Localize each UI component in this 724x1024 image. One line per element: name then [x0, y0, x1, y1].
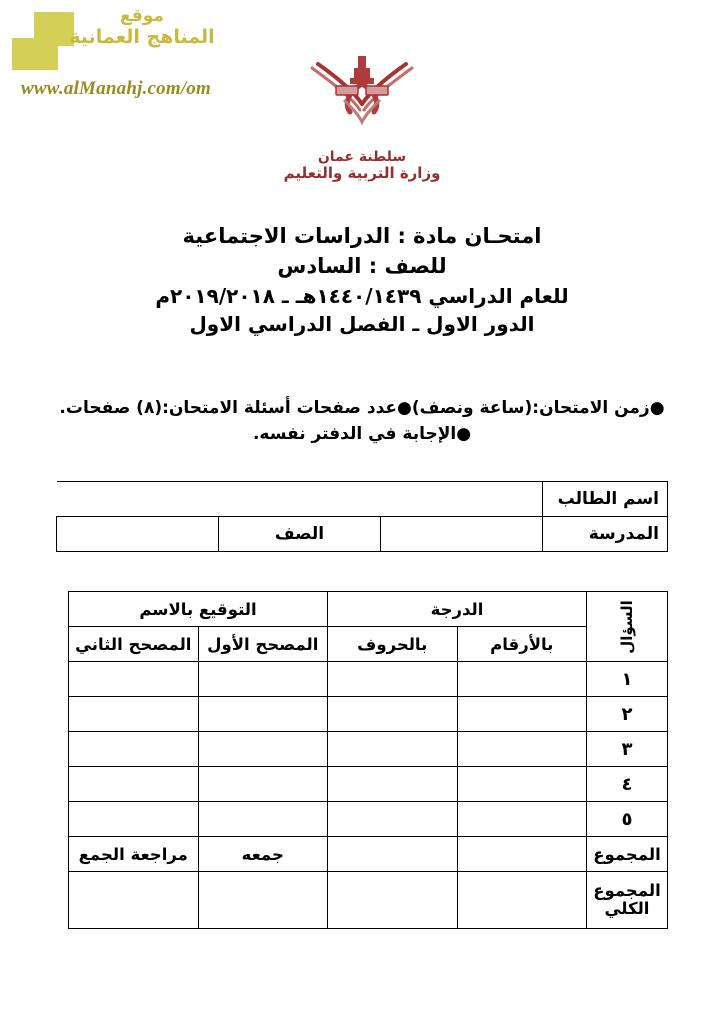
grade-in-numbers-header: بالأرقام: [457, 627, 587, 662]
total-letters-cell[interactable]: [328, 837, 458, 872]
grand-total-letters-cell[interactable]: [328, 872, 458, 929]
exam-grade-level: للصف : السادس: [277, 253, 447, 278]
question-column-header: السؤال: [587, 592, 668, 662]
first-marker-cell[interactable]: [198, 802, 328, 837]
second-marker-cell[interactable]: [69, 662, 199, 697]
first-marker-cell[interactable]: [198, 732, 328, 767]
brand-url[interactable]: www.alManahj.com/om: [21, 78, 211, 99]
grade-letters-cell[interactable]: [328, 697, 458, 732]
marks-summary-table: [68, 591, 668, 929]
question-number: ٢: [587, 697, 668, 732]
first-marker-cell[interactable]: [198, 697, 328, 732]
brand-name-arabic: [52, 6, 232, 48]
total-numbers-cell[interactable]: [457, 837, 587, 872]
second-marker-cell[interactable]: [69, 697, 199, 732]
emblem-caption-ministry: وزارة التربية والتعليم: [283, 164, 441, 183]
table-row: [69, 767, 668, 802]
exam-subject-title: امتحـان مادة : الدراسات الاجتماعية: [182, 224, 542, 248]
ministry-emblem: [0, 52, 724, 197]
table-row-total: [69, 837, 668, 872]
total-summed-by-cell[interactable]: جمعه: [198, 837, 328, 872]
grade-numbers-cell[interactable]: [457, 802, 587, 837]
instruction-answer-booklet: ●الإجابة في الدفتر نفسه.: [252, 423, 472, 444]
brand-word-curricula: المناهج العمانية: [69, 26, 215, 49]
grand-total-numbers-cell[interactable]: [457, 872, 587, 929]
question-number: ٥: [587, 802, 668, 837]
table-row: [69, 802, 668, 837]
student-info-table: [56, 481, 668, 552]
class-field[interactable]: [57, 517, 219, 552]
school-label: المدرسة: [543, 517, 668, 552]
student-name-field[interactable]: [57, 482, 543, 517]
table-row: [57, 517, 668, 552]
brand-word-mawqi: موقع: [120, 6, 164, 26]
question-number: ٤: [587, 767, 668, 802]
question-number: ١: [587, 662, 668, 697]
second-marker-cell[interactable]: [69, 732, 199, 767]
first-marker-cell[interactable]: [198, 767, 328, 802]
grade-numbers-cell[interactable]: [457, 662, 587, 697]
exam-session-term: الدور الاول ـ الفصل الدراسي الاول: [189, 312, 535, 337]
question-number: ٣: [587, 732, 668, 767]
grand-total-marker1-cell[interactable]: [198, 872, 328, 929]
oman-khanjar-icon: [298, 52, 426, 148]
grade-in-letters-header: بالحروف: [328, 627, 458, 662]
emblem-caption: [0, 149, 724, 182]
grand-total-label: المجموع الكلي: [587, 872, 668, 929]
table-header-row: [69, 592, 668, 627]
table-subheader-row: [69, 627, 668, 662]
first-marker-header: المصحح الأول: [198, 627, 328, 662]
grade-numbers-cell[interactable]: [457, 732, 587, 767]
second-marker-cell[interactable]: [69, 802, 199, 837]
exam-academic-year: للعام الدراسي ١٤٤٠/١٤٣٩هـ ـ ٢٠١٩/٢٠١٨م: [155, 283, 569, 308]
grade-letters-cell[interactable]: [328, 767, 458, 802]
grade-group-header: الدرجة: [328, 592, 587, 627]
exam-title-block: [0, 222, 724, 338]
signature-group-header: التوقيع بالاسم: [69, 592, 328, 627]
second-marker-header: المصحح الثاني: [69, 627, 199, 662]
grade-numbers-cell[interactable]: [457, 767, 587, 802]
total-sum-review-cell[interactable]: مراجعة الجمع: [69, 837, 199, 872]
grand-total-marker2-cell[interactable]: [69, 872, 199, 929]
table-row: [69, 662, 668, 697]
second-marker-cell[interactable]: [69, 767, 199, 802]
table-row: [69, 732, 668, 767]
total-label: المجموع: [587, 837, 668, 872]
table-row: [69, 697, 668, 732]
table-row-grand-total: [69, 872, 668, 929]
student-name-label: اسم الطالب: [543, 482, 668, 517]
exam-instructions: [52, 396, 672, 447]
instruction-duration-pages: ●زمن الامتحان:(ساعة ونصف)●عدد صفحات أسئلة الامتحان:(٨) صفحات.: [59, 398, 665, 418]
table-row: [57, 482, 668, 517]
grade-letters-cell[interactable]: [328, 802, 458, 837]
school-field[interactable]: [381, 517, 543, 552]
grade-letters-cell[interactable]: [328, 662, 458, 697]
first-marker-cell[interactable]: [198, 662, 328, 697]
emblem-caption-country: سلطنة عمان: [317, 149, 407, 165]
class-label: الصف: [219, 517, 381, 552]
grade-numbers-cell[interactable]: [457, 697, 587, 732]
grade-letters-cell[interactable]: [328, 732, 458, 767]
